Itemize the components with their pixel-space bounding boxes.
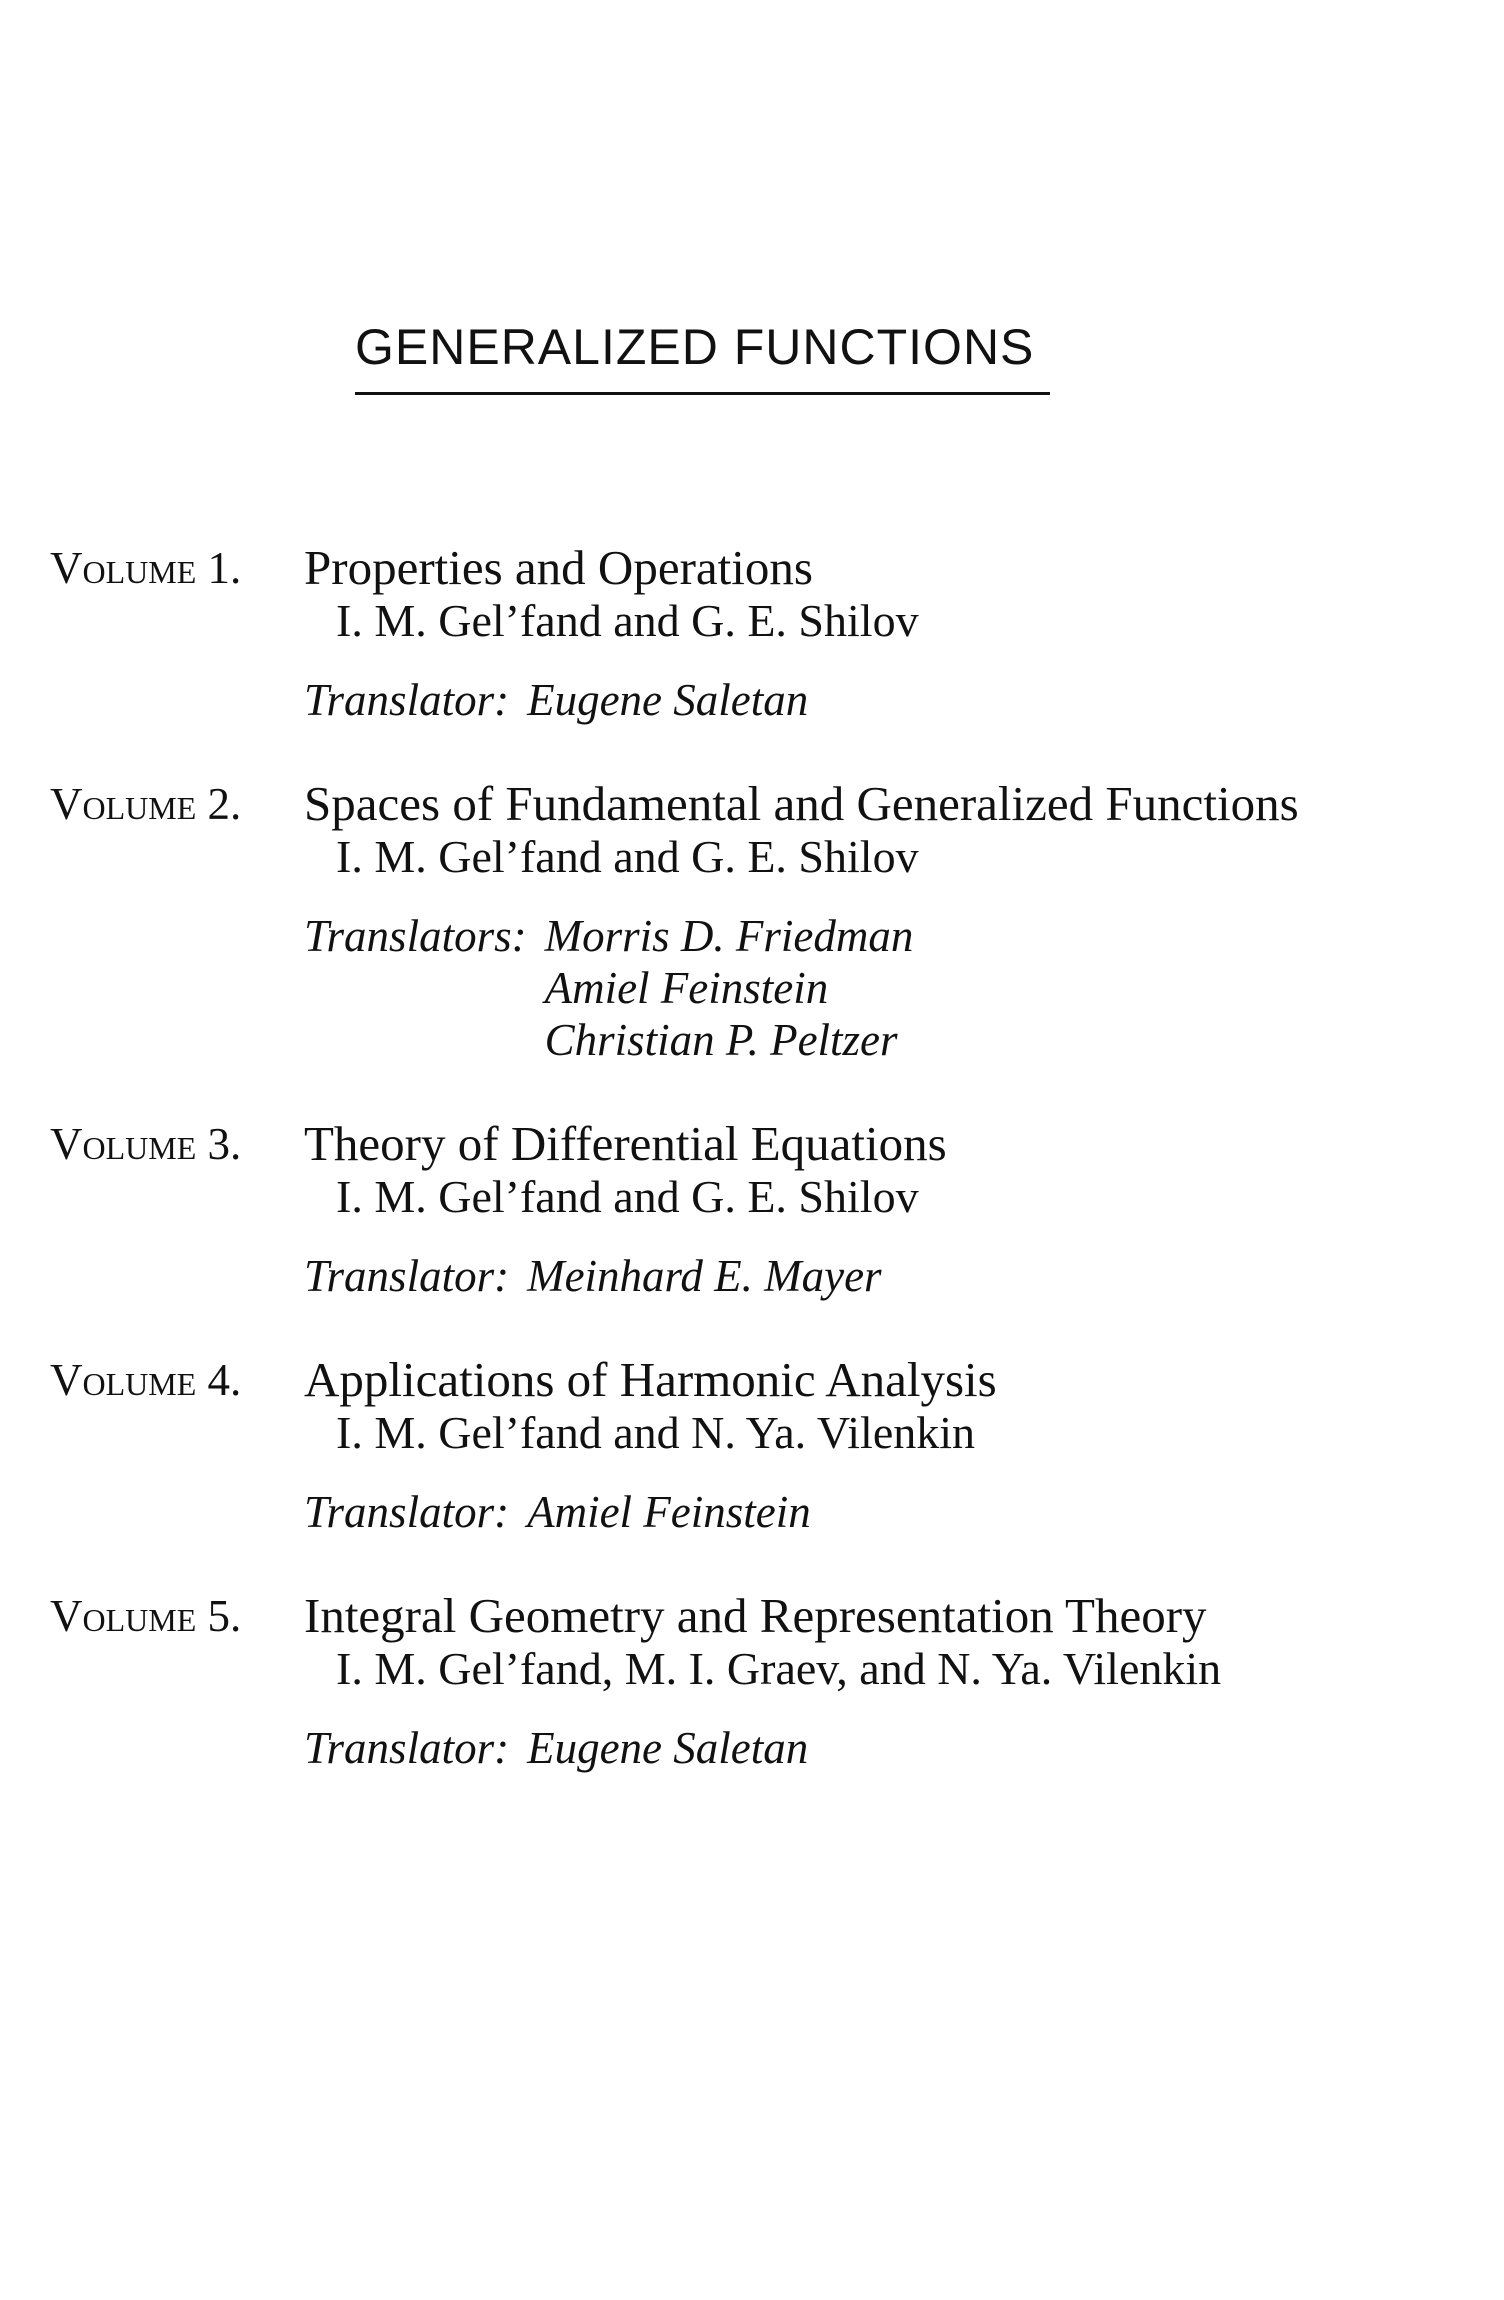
- volume-heading: [50, 540, 241, 596]
- volume-label: Volume: [50, 1591, 197, 1641]
- translators-label: Translators:: [304, 911, 527, 961]
- volume-title: Theory of Differential Equations: [304, 1116, 947, 1171]
- volume-authors: I. M. Gel’fand, M. I. Graev, and N. Ya. Vilenkin: [336, 1643, 1222, 1694]
- volume-translators: [304, 1722, 1464, 1774]
- volume-number: 4.: [207, 1355, 242, 1405]
- volume-heading: [50, 776, 241, 832]
- volume-entry-5: [0, 1588, 1504, 1774]
- translator-name: Eugene Saletan: [527, 1723, 809, 1773]
- translator-name: Amiel Feinstein: [527, 1487, 811, 1537]
- translator-name: Christian P. Peltzer: [544, 1015, 898, 1065]
- volume-entry-2: [0, 776, 1504, 1066]
- volume-number: 3.: [207, 1119, 242, 1169]
- volume-entry-4: [0, 1352, 1504, 1538]
- volume-authors: I. M. Gel’fand and G. E. Shilov: [336, 595, 919, 646]
- volume-authors: I. M. Gel’fand and G. E. Shilov: [336, 831, 919, 882]
- volume-translators: [304, 910, 1464, 1066]
- volume-heading: [50, 1116, 241, 1172]
- volume-list: [0, 540, 1504, 1824]
- volume-label: Volume: [50, 1355, 197, 1405]
- volume-label: Volume: [50, 1119, 197, 1169]
- translator-name: Eugene Saletan: [527, 675, 809, 725]
- volume-heading: [50, 1352, 241, 1408]
- volume-number: 2.: [207, 779, 242, 829]
- translators-label: Translator:: [304, 1723, 510, 1773]
- volume-authors: I. M. Gel’fand and N. Ya. Vilenkin: [336, 1407, 976, 1458]
- translators-label: Translator:: [304, 675, 510, 725]
- translators-label: Translator:: [304, 1487, 510, 1537]
- volume-authors: I. M. Gel’fand and G. E. Shilov: [336, 1171, 919, 1222]
- translator-name: Amiel Feinstein: [544, 963, 829, 1013]
- volume-translators: [304, 1250, 1464, 1302]
- volume-number: 5.: [207, 1591, 242, 1641]
- volume-translators: [304, 1486, 1464, 1538]
- volume-label: Volume: [50, 543, 197, 593]
- volume-title: Properties and Operations: [304, 540, 813, 595]
- translators-label: Translator:: [304, 1251, 510, 1301]
- volume-title: Applications of Harmonic Analysis: [304, 1352, 997, 1407]
- title-underline: [355, 392, 1050, 395]
- volume-heading: [50, 1588, 241, 1644]
- volume-translators: [304, 674, 1464, 726]
- volume-number: 1.: [207, 543, 242, 593]
- volume-title: Integral Geometry and Representation Theory: [304, 1588, 1207, 1643]
- volume-entry-3: [0, 1116, 1504, 1302]
- translator-name: Meinhard E. Mayer: [527, 1251, 882, 1301]
- translator-name: Morris D. Friedman: [544, 911, 914, 961]
- series-title: GENERALIZED FUNCTIONS: [355, 319, 1035, 375]
- volume-title: Spaces of Fundamental and Generalized Functions: [304, 776, 1299, 831]
- volume-label: Volume: [50, 779, 197, 829]
- volume-entry-1: [0, 540, 1504, 726]
